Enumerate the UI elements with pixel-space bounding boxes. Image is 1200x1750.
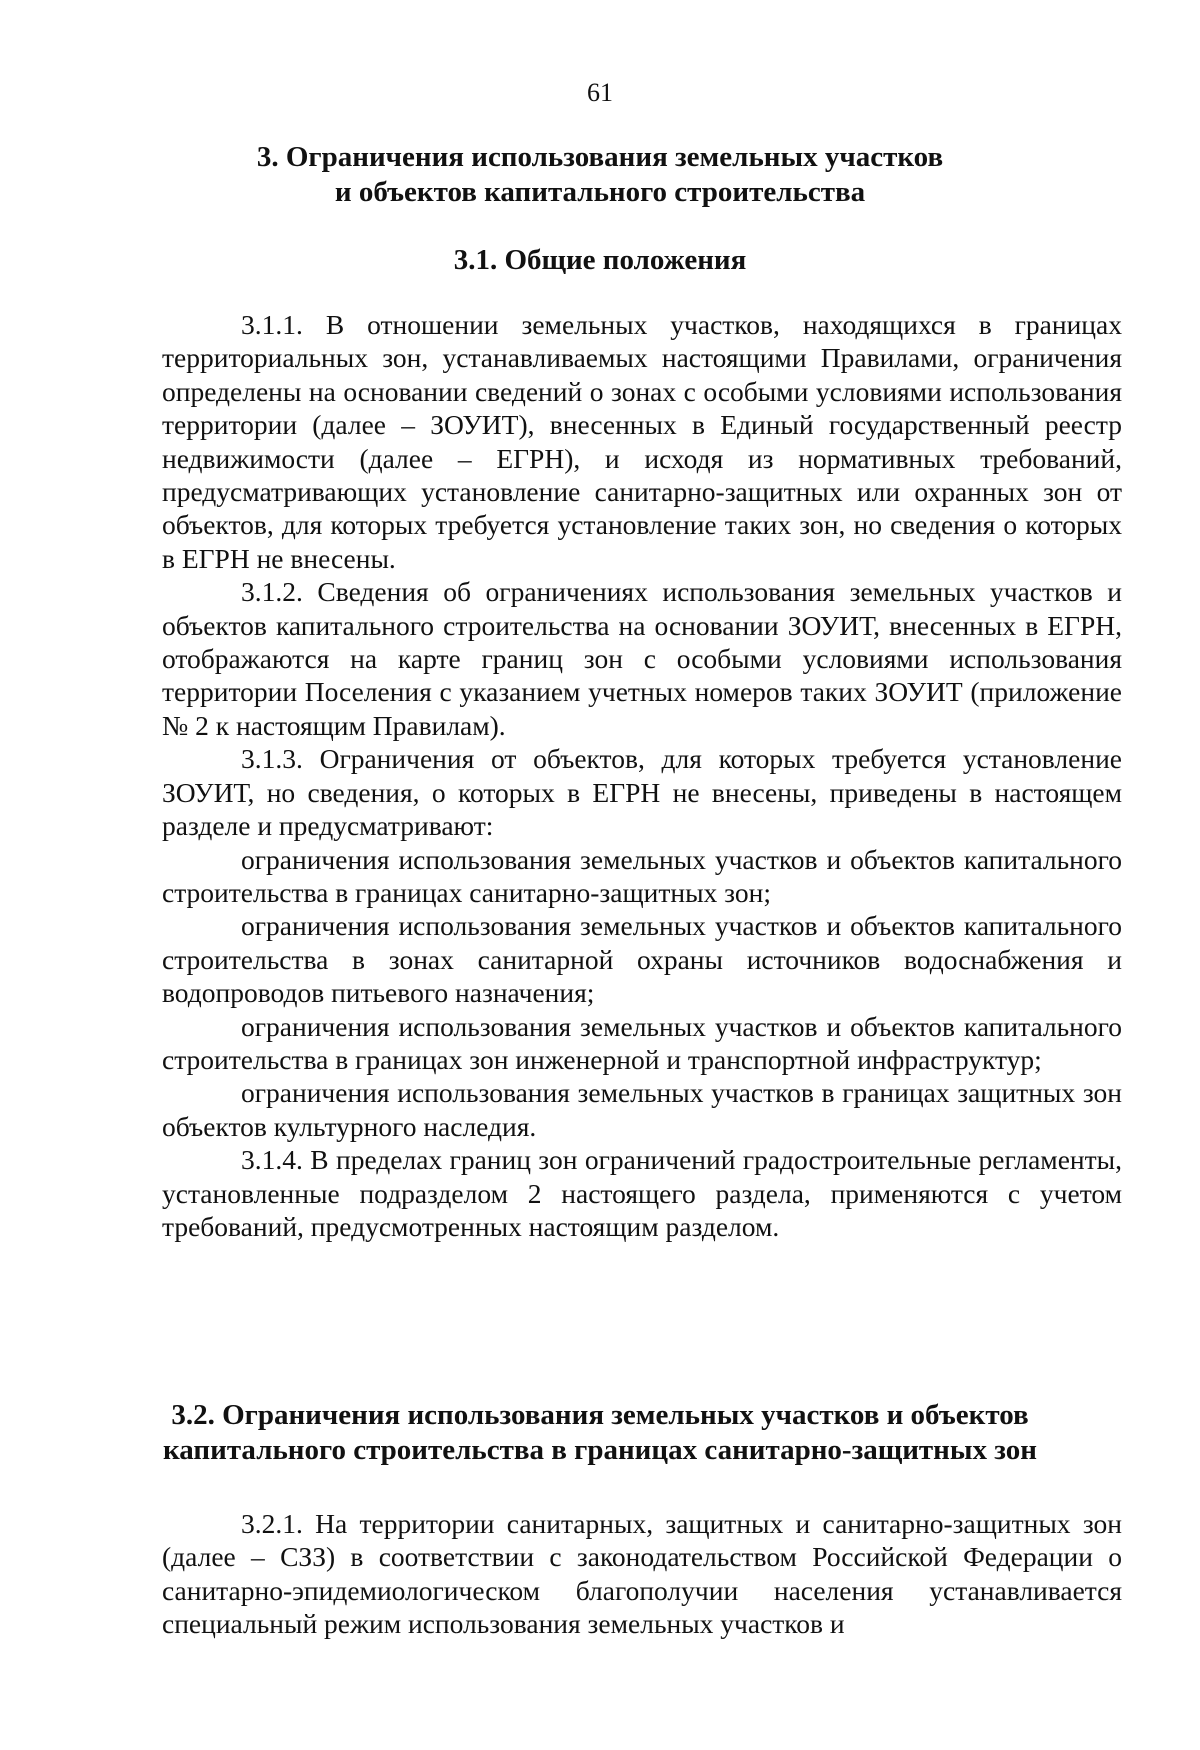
section-3-title-line-2: и объектов капитального строительства xyxy=(334,176,866,208)
paragraph-3-1-4: 3.1.4. В пределах границ зон ограничений градостроительные регламенты, установленные подразделом 2 настоящего раздела, применяются с учетом требований, предусмотренных настоящим разделом. xyxy=(162,1144,1122,1242)
list-item-infrastructure-zones: ограничения использования земельных участков и объектов капитального строительства в границах зон инженерной и транспортной инфраструктур; xyxy=(162,1010,1122,1075)
section-3-2-title-line-1: 3.2. Ограничения использования земельных участков и объектов xyxy=(171,1399,1029,1431)
section-3-2-title xyxy=(0,1398,1200,1468)
section-3-1-body xyxy=(162,308,1122,1243)
list-item-water-protection: ограничения использования земельных участков и объектов капитального строительства в зонах санитарной охраны источников водоснабжения и водопроводов питьевого назначения; xyxy=(162,910,1122,1009)
page-number: 61 xyxy=(587,78,613,107)
section-3-title xyxy=(0,140,1200,210)
list-item-sanitary-zones: ограничения использования земельных участков и объектов капитального строительства в границах санитарно-защитных зон; xyxy=(162,843,1122,908)
paragraph-3-1-3: 3.1.3. Ограничения от объектов, для которых требуется установление ЗОУИТ, но сведения, о которых в ЕГРН не внесены, приведены в настоящем разделе и предусматривают: xyxy=(162,743,1122,842)
section-3-2-title-line-2: капитального строительства в границах санитарно-защитных зон xyxy=(163,1434,1037,1466)
paragraph-3-2-1: 3.2.1. На территории санитарных, защитных и санитарно-защитных зон (далее – СЗЗ) в соответствии с законодательством Российской Федерации о санитарно-эпидемиологическом благополучии населения устанавливается специальный режим использования земельных участков и xyxy=(162,1508,1122,1640)
section-3-1-title: 3.1. Общие положения xyxy=(453,244,747,276)
paragraph-3-1-1: 3.1.1. В отношении земельных участков, находящихся в границах территориальных зон, устанавливаемых настоящими Правилами, ограничения определены на основании сведений о зонах с особыми условиями использования территории (далее – ЗОУИТ), внесенных в Единый государственный реестр недвижимости (далее – ЕГРН), и исходя из нормативных требований, предусматривающих установление санитарно-защитных или охранных зон от объектов, для которых требуется установление таких зон, но сведения о которых в ЕГРН не внесены. xyxy=(162,309,1122,574)
list-item-cultural-heritage: ограничения использования земельных участков в границах защитных зон объектов культурного наследия. xyxy=(162,1077,1122,1142)
paragraph-3-1-2: 3.1.2. Сведения об ограничениях использования земельных участков и объектов капитального строительства на основании ЗОУИТ, внесенных в ЕГРН, отображаются на карте границ зон с особыми условиями использования территории Поселения с указанием учетных номеров таких ЗОУИТ (приложение № 2 к настоящим Правилам). xyxy=(162,576,1122,741)
section-3-2-body xyxy=(162,1507,1122,1641)
section-3-title-line-1: 3. Ограничения использования земельных участков xyxy=(256,141,944,173)
